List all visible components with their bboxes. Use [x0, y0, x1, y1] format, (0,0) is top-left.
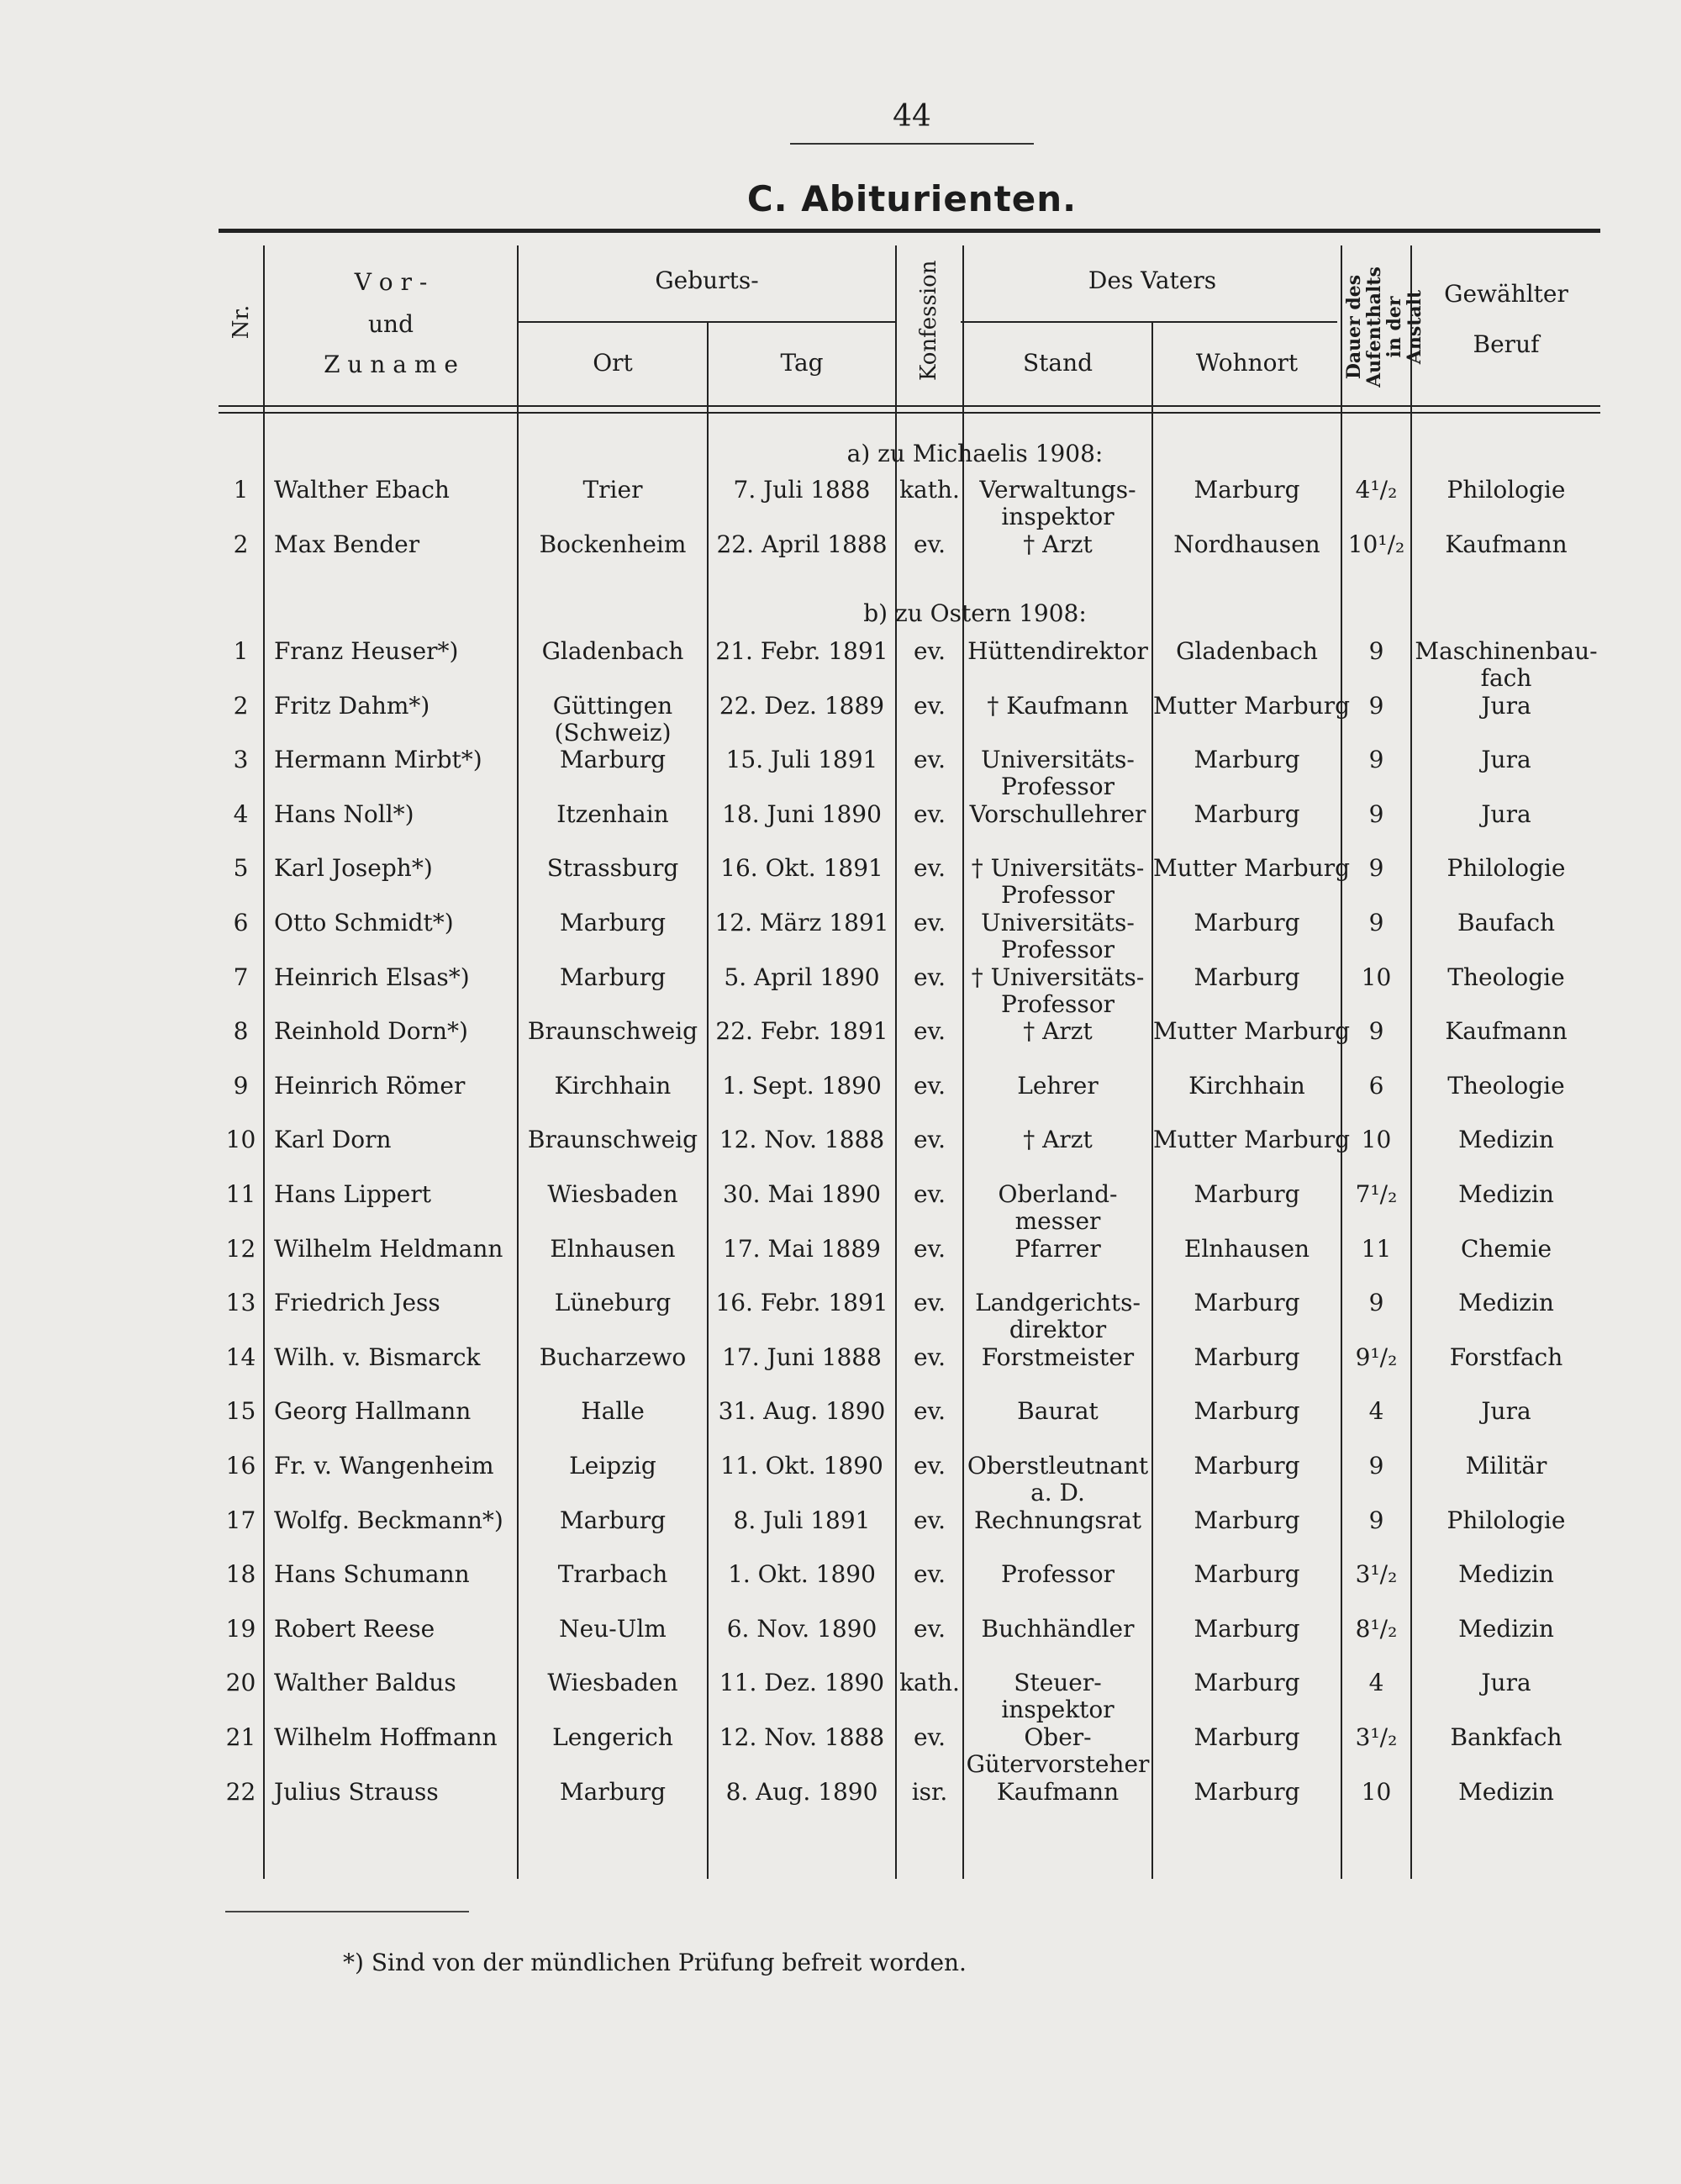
row-tag: 16. Okt. 1891: [720, 854, 883, 883]
row-tag: 8. Juli 1891: [733, 1506, 871, 1534]
row-ort-cont: (Schweiz): [554, 718, 672, 746]
row-tag: 22. Febr. 1891: [715, 1017, 888, 1046]
abiturienten-table: [219, 229, 1600, 1879]
row-stand-cont: Professor: [1001, 773, 1115, 801]
row-dauer: 7¹/₂: [1355, 1180, 1398, 1208]
row-wohnort: Marburg: [1194, 1614, 1300, 1643]
row-konfession: ev.: [914, 1234, 946, 1263]
row-tag: 31. Aug. 1890: [718, 1397, 886, 1426]
row-ort: Itzenhain: [556, 799, 669, 828]
row-ort: Marburg: [559, 746, 666, 774]
row-tag: 15. Juli 1891: [725, 746, 878, 774]
row-konfession: ev.: [914, 1343, 946, 1371]
row-wohnort: Marburg: [1194, 799, 1300, 828]
row-dauer: 9: [1368, 1289, 1384, 1317]
row-beruf: Medizin: [1458, 1777, 1554, 1806]
row-name: Wolfg. Beckmann*): [274, 1506, 503, 1534]
row-wohnort: Marburg: [1194, 746, 1300, 774]
row-name: Wilhelm Hoffmann: [274, 1723, 498, 1751]
row-konfession: isr.: [911, 1777, 948, 1806]
row-stand: Vorschullehrer: [969, 799, 1146, 828]
row-nr: 5: [233, 854, 249, 883]
row-dauer: 10: [1361, 1126, 1392, 1154]
row-name: Hans Noll*): [274, 799, 414, 828]
row-wohnort: Gladenbach: [1176, 637, 1318, 665]
row-dauer: 4: [1368, 1397, 1384, 1426]
row-beruf: Medizin: [1458, 1126, 1554, 1154]
row-stand: † Kaufmann: [987, 691, 1129, 720]
row-nr: 19: [225, 1614, 256, 1643]
row-stand: Oberstleutnant: [967, 1452, 1149, 1480]
row-nr: 9: [233, 1071, 249, 1100]
row-ort: Wiesbaden: [547, 1669, 678, 1697]
row-beruf: Militär: [1465, 1452, 1547, 1480]
row-ort: Marburg: [559, 909, 666, 936]
footnote-rule: [225, 1911, 469, 1912]
row-stand: Rechnungsrat: [973, 1506, 1142, 1534]
row-ort: Bucharzewo: [539, 1343, 687, 1371]
row-nr: 11: [225, 1180, 256, 1208]
row-tag: 1. Okt. 1890: [728, 1560, 876, 1589]
row-stand: † Arzt: [1023, 530, 1093, 558]
section-title: C. Abiturienten.: [746, 178, 1078, 219]
header-dauer: Dauer des Aufenthalts in der Anstalt: [1343, 266, 1425, 388]
row-stand-cont: direktor: [1009, 1316, 1107, 1344]
row-wohnort: Marburg: [1194, 963, 1300, 991]
row-nr: 2: [233, 691, 249, 720]
row-stand: † Universitäts-: [971, 963, 1145, 991]
row-stand-cont: Gütervorsteher: [966, 1750, 1150, 1778]
row-stand: Pfarrer: [1014, 1234, 1101, 1263]
row-nr: 18: [225, 1560, 256, 1589]
row-nr: 2: [233, 530, 249, 558]
row-dauer: 10: [1361, 1777, 1392, 1806]
row-tag: 18. Juni 1890: [722, 799, 882, 828]
row-wohnort: Marburg: [1194, 1560, 1300, 1589]
row-tag: 12. März 1891: [714, 909, 889, 936]
header-beruf-line2: Beruf: [1473, 330, 1540, 358]
header-tag: Tag: [780, 349, 824, 377]
row-ort: Trarbach: [557, 1560, 668, 1589]
row-konfession: ev.: [914, 854, 946, 883]
row-konfession: ev.: [914, 530, 946, 558]
row-stand-cont: inspektor: [1001, 1696, 1115, 1724]
row-name: Franz Heuser*): [274, 637, 459, 665]
row-dauer: 10: [1361, 963, 1392, 991]
row-stand: † Universitäts-: [971, 854, 1145, 883]
header-bottom-rule-1: [219, 405, 1600, 407]
table-top-rule: [219, 229, 1600, 233]
row-stand-cont: a. D.: [1030, 1479, 1085, 1506]
row-ort: Kirchhain: [554, 1071, 672, 1100]
row-beruf: Philologie: [1447, 854, 1566, 883]
row-name: Friedrich Jess: [274, 1289, 440, 1317]
row-konfession: ev.: [914, 1452, 946, 1480]
row-name: Wilh. v. Bismarck: [274, 1343, 481, 1371]
page-number-rule: [790, 143, 1034, 145]
row-wohnort: Marburg: [1194, 1669, 1300, 1697]
row-beruf: Maschinenbau-: [1415, 637, 1598, 665]
row-name: Hermann Mirbt*): [274, 746, 482, 774]
row-konfession: ev.: [914, 799, 946, 828]
row-stand: Oberland-: [998, 1180, 1118, 1208]
row-name: Reinhold Dorn*): [274, 1017, 468, 1046]
row-stand: † Arzt: [1023, 1126, 1093, 1154]
row-dauer: 9: [1368, 746, 1384, 774]
row-konfession: kath.: [899, 1669, 960, 1697]
row-wohnort: Marburg: [1194, 1777, 1300, 1806]
row-nr: 12: [225, 1234, 256, 1263]
row-tag: 1. Sept. 1890: [722, 1071, 882, 1100]
row-wohnort: Nordhausen: [1173, 530, 1320, 558]
row-ort: Neu-Ulm: [559, 1614, 667, 1643]
row-konfession: ev.: [914, 637, 946, 665]
row-wohnort: Marburg: [1194, 1723, 1300, 1751]
row-dauer: 3¹/₂: [1355, 1560, 1398, 1589]
row-stand-cont: Professor: [1001, 881, 1115, 910]
header-wohnort: Wohnort: [1195, 349, 1299, 377]
row-nr: 1: [233, 476, 249, 504]
row-ort: Marburg: [559, 1506, 666, 1534]
row-name: Robert Reese: [274, 1614, 435, 1643]
row-dauer: 9: [1368, 1452, 1384, 1480]
header-bottom-rule-2: [219, 412, 1600, 414]
row-nr: 22: [225, 1777, 256, 1806]
row-ort: Trier: [582, 476, 643, 504]
row-nr: 1: [233, 637, 249, 665]
row-tag: 17. Mai 1889: [723, 1234, 881, 1263]
row-ort: Lüneburg: [554, 1289, 672, 1317]
row-beruf: Jura: [1481, 1669, 1531, 1697]
row-konfession: ev.: [914, 1126, 946, 1154]
row-dauer: 4: [1368, 1669, 1384, 1697]
row-stand-cont: inspektor: [1001, 503, 1115, 530]
row-dauer: 9: [1368, 799, 1384, 828]
row-nr: 14: [225, 1343, 256, 1371]
row-beruf: Kaufmann: [1445, 1017, 1568, 1046]
row-dauer: 10¹/₂: [1347, 530, 1405, 558]
header-name-line3: Z u n a m e: [324, 351, 458, 378]
row-nr: 17: [225, 1506, 256, 1534]
row-ort: Braunschweig: [527, 1017, 698, 1046]
row-name: Heinrich Römer: [274, 1071, 466, 1100]
row-dauer: 11: [1361, 1234, 1392, 1263]
row-beruf: Jura: [1481, 691, 1531, 720]
row-wohnort: Mutter Marburg: [1153, 691, 1351, 720]
row-tag: 6. Nov. 1890: [726, 1614, 877, 1643]
row-nr: 21: [225, 1723, 256, 1751]
row-wohnort: Kirchhain: [1188, 1071, 1305, 1100]
row-tag: 8. Aug. 1890: [725, 1777, 878, 1806]
row-name: Hans Lippert: [274, 1180, 432, 1208]
row-tag: 21. Febr. 1891: [715, 637, 888, 665]
row-konfession: ev.: [914, 1723, 946, 1751]
row-ort: Marburg: [559, 963, 666, 991]
row-konfession: ev.: [914, 1017, 946, 1046]
row-dauer: 3¹/₂: [1355, 1723, 1398, 1751]
row-beruf: Philologie: [1447, 476, 1566, 504]
row-wohnort: Marburg: [1194, 1452, 1300, 1480]
row-ort: Gladenbach: [541, 637, 684, 665]
row-nr: 20: [225, 1669, 256, 1697]
row-dauer: 9: [1368, 909, 1384, 936]
row-name: Max Bender: [274, 530, 420, 558]
row-tag: 5. April 1890: [724, 963, 880, 991]
row-name: Wilhelm Heldmann: [274, 1234, 503, 1263]
row-tag: 22. Dez. 1889: [719, 691, 885, 720]
row-stand: Universitäts-: [981, 746, 1135, 774]
row-tag: 11. Okt. 1890: [720, 1452, 883, 1480]
row-name: Fritz Dahm*): [274, 691, 430, 720]
row-konfession: ev.: [914, 746, 946, 774]
row-konfession: ev.: [914, 1560, 946, 1589]
row-stand: Forstmeister: [981, 1343, 1135, 1371]
row-beruf: Jura: [1481, 746, 1531, 774]
row-stand: Lehrer: [1017, 1071, 1099, 1100]
row-beruf: Jura: [1481, 799, 1531, 828]
header-ort: Ort: [593, 349, 633, 377]
row-stand-cont: messer: [1014, 1207, 1101, 1235]
row-ort: Elnhausen: [550, 1234, 676, 1263]
row-stand: Hüttendirektor: [967, 637, 1148, 665]
row-name: Hans Schumann: [274, 1560, 470, 1589]
row-wohnort: Marburg: [1194, 909, 1300, 936]
row-nr: 13: [225, 1289, 256, 1317]
col-rule-nr: [263, 245, 265, 1879]
row-beruf: Theologie: [1447, 963, 1565, 991]
row-konfession: kath.: [899, 476, 960, 504]
row-stand: Buchhändler: [981, 1614, 1135, 1643]
row-beruf: Baufach: [1457, 909, 1556, 936]
header-name-line1: V o r -: [354, 268, 428, 296]
row-name: Heinrich Elsas*): [274, 963, 470, 991]
section-a-title: a) zu Michaelis 1908:: [846, 440, 1104, 467]
row-stand: Verwaltungs-: [979, 476, 1136, 504]
row-tag: 7. Juli 1888: [733, 476, 871, 504]
row-ort: Braunschweig: [527, 1126, 698, 1154]
row-ort: Strassburg: [546, 854, 679, 883]
row-dauer: 9: [1368, 1506, 1384, 1534]
vaters-subrule: [961, 321, 1337, 323]
page-number: 44: [893, 99, 931, 134]
row-beruf: Jura: [1481, 1397, 1531, 1426]
header-des-vaters: Des Vaters: [1088, 266, 1217, 294]
row-konfession: ev.: [914, 909, 946, 936]
row-nr: 8: [233, 1017, 249, 1046]
row-stand: Ober-: [1024, 1723, 1092, 1751]
row-name: Karl Dorn: [274, 1126, 392, 1154]
row-stand-cont: Professor: [1001, 989, 1115, 1018]
row-beruf: Medizin: [1458, 1560, 1554, 1589]
row-beruf: Kaufmann: [1445, 530, 1568, 558]
row-beruf: Bankfach: [1450, 1723, 1562, 1751]
row-wohnort: Marburg: [1194, 1506, 1300, 1534]
header-konfession: Konfession: [916, 260, 941, 381]
row-nr: 15: [225, 1397, 256, 1426]
row-stand: Landgerichts-: [975, 1289, 1141, 1317]
row-beruf: Chemie: [1460, 1234, 1552, 1263]
header-name-line2: und: [368, 310, 414, 338]
header-stand: Stand: [1022, 349, 1093, 377]
row-dauer: 4¹/₂: [1355, 476, 1398, 504]
row-stand: Steuer-: [1014, 1669, 1102, 1697]
header-nr: Nr.: [229, 304, 254, 340]
row-wohnort: Marburg: [1194, 1397, 1300, 1426]
row-name: Walther Ebach: [274, 476, 450, 504]
row-wohnort: Mutter Marburg: [1153, 854, 1351, 883]
row-dauer: 9: [1368, 637, 1384, 665]
row-beruf: Theologie: [1447, 1071, 1565, 1100]
row-nr: 7: [233, 963, 249, 991]
header-beruf-line1: Gewählter: [1444, 280, 1568, 308]
header-geburts: Geburts-: [655, 266, 759, 294]
row-tag: 30. Mai 1890: [723, 1180, 881, 1208]
row-tag: 16. Febr. 1891: [715, 1289, 888, 1317]
row-nr: 4: [233, 799, 249, 828]
row-stand: Kaufmann: [996, 1777, 1120, 1806]
row-beruf: Medizin: [1458, 1614, 1554, 1643]
row-ort: Lengerich: [552, 1723, 673, 1751]
row-dauer: 9: [1368, 854, 1384, 883]
row-dauer: 9¹/₂: [1355, 1343, 1398, 1371]
row-dauer: 9: [1368, 1017, 1384, 1046]
row-konfession: ev.: [914, 963, 946, 991]
row-ort: Halle: [581, 1397, 645, 1426]
row-dauer: 8¹/₂: [1355, 1614, 1398, 1643]
row-beruf-cont: fach: [1480, 664, 1532, 692]
row-nr: 10: [225, 1126, 256, 1154]
row-wohnort: Marburg: [1194, 476, 1300, 504]
row-stand: Universitäts-: [981, 909, 1135, 936]
row-nr: 3: [233, 746, 249, 774]
row-beruf: Philologie: [1447, 1506, 1566, 1534]
row-name: Otto Schmidt*): [274, 909, 454, 936]
row-name: Julius Strauss: [274, 1777, 439, 1806]
row-konfession: ev.: [914, 1506, 946, 1534]
row-wohnort: Mutter Marburg: [1153, 1017, 1351, 1046]
row-konfession: ev.: [914, 1071, 946, 1100]
row-tag: 12. Nov. 1888: [719, 1723, 885, 1751]
footnote: *) Sind von der mündlichen Prüfung befreit worden.: [343, 1949, 967, 1976]
row-konfession: ev.: [914, 1614, 946, 1643]
row-nr: 16: [225, 1452, 256, 1480]
row-wohnort: Marburg: [1194, 1343, 1300, 1371]
row-ort: Marburg: [559, 1777, 666, 1806]
row-wohnort: Marburg: [1194, 1289, 1300, 1317]
row-ort: Leipzig: [569, 1452, 656, 1480]
row-stand: Professor: [1001, 1560, 1115, 1589]
row-tag: 22. April 1888: [716, 530, 888, 558]
row-name: Karl Joseph*): [274, 854, 433, 883]
row-konfession: ev.: [914, 1180, 946, 1208]
row-wohnort: Elnhausen: [1183, 1234, 1310, 1263]
row-name: Walther Baldus: [274, 1669, 456, 1697]
row-beruf: Medizin: [1458, 1289, 1554, 1317]
row-dauer: 9: [1368, 691, 1384, 720]
row-ort: Bockenheim: [539, 530, 687, 558]
row-wohnort: Marburg: [1194, 1180, 1300, 1208]
row-konfession: ev.: [914, 691, 946, 720]
row-konfession: ev.: [914, 1289, 946, 1317]
row-konfession: ev.: [914, 1397, 946, 1426]
row-stand-cont: Professor: [1001, 936, 1115, 963]
row-ort: Güttingen: [552, 691, 673, 720]
row-tag: 11. Dez. 1890: [719, 1669, 885, 1697]
row-stand: † Arzt: [1023, 1017, 1093, 1046]
row-dauer: 6: [1368, 1071, 1384, 1100]
row-stand: Baurat: [1017, 1397, 1099, 1426]
row-ort: Wiesbaden: [547, 1180, 678, 1208]
row-beruf: Medizin: [1458, 1180, 1554, 1208]
row-tag: 17. Juni 1888: [722, 1343, 882, 1371]
row-name: Georg Hallmann: [274, 1397, 472, 1426]
row-wohnort: Mutter Marburg: [1153, 1126, 1351, 1154]
row-beruf: Forstfach: [1449, 1343, 1563, 1371]
row-name: Fr. v. Wangenheim: [274, 1452, 494, 1480]
row-nr: 6: [233, 909, 249, 936]
row-tag: 12. Nov. 1888: [719, 1126, 885, 1154]
section-b-title: b) zu Ostern 1908:: [863, 599, 1087, 627]
